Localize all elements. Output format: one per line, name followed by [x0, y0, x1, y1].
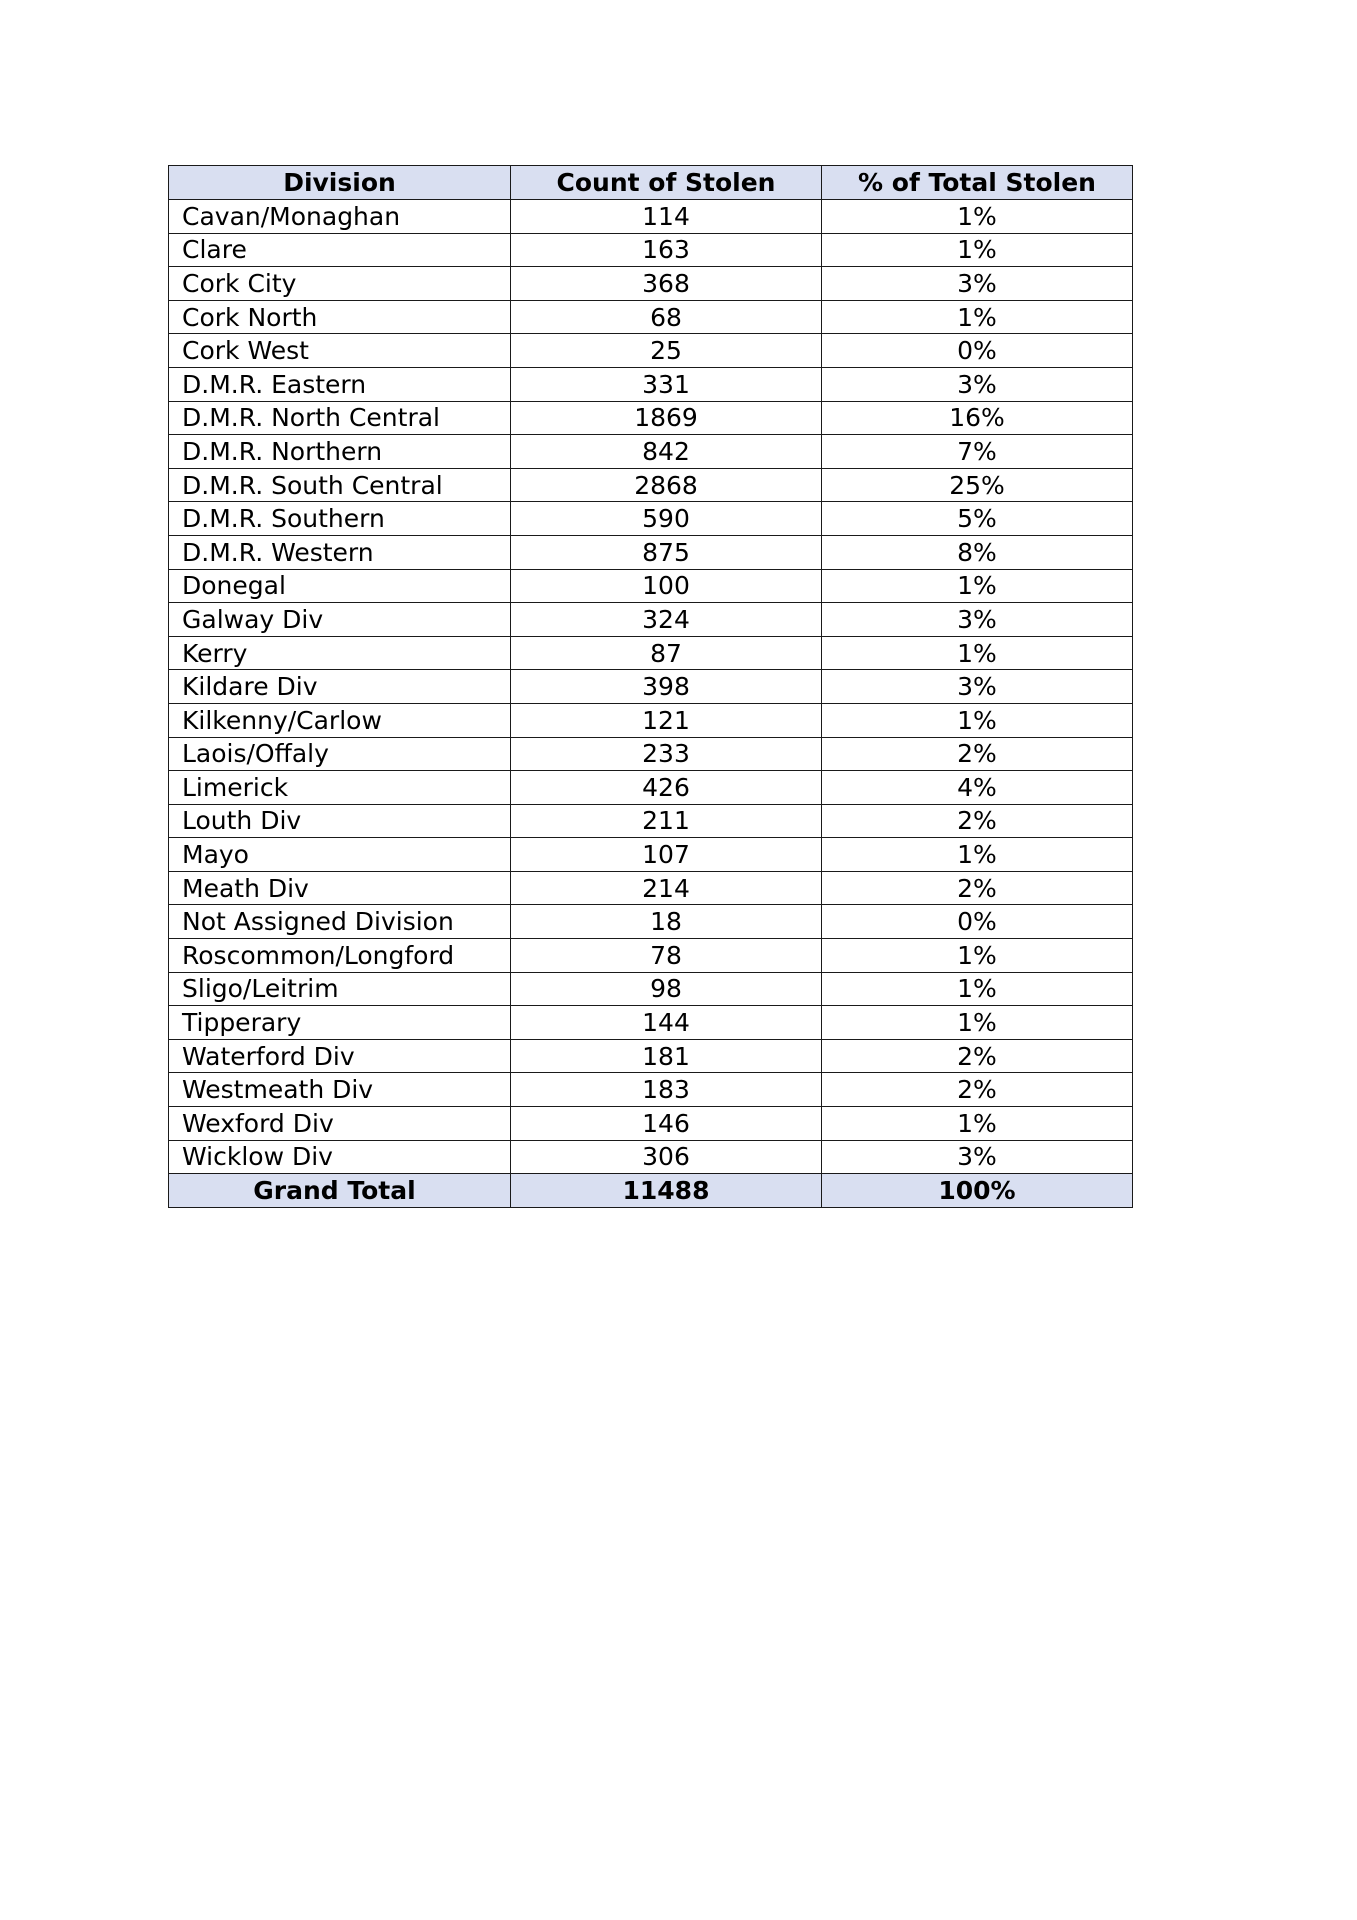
table-row — [169, 838, 1133, 872]
division-cell: Not Assigned Division — [169, 905, 511, 939]
table-row — [169, 1039, 1133, 1073]
count-cell: 181 — [511, 1039, 822, 1073]
percent-cell: 16% — [822, 401, 1133, 435]
count-cell: 875 — [511, 535, 822, 569]
division-cell: Wicklow Div — [169, 1140, 511, 1174]
division-cell: Roscommon/Longford — [169, 939, 511, 973]
division-cell: Louth Div — [169, 804, 511, 838]
percent-cell: 7% — [822, 435, 1133, 469]
percent-cell: 3% — [822, 267, 1133, 301]
count-cell: 842 — [511, 435, 822, 469]
table-row — [169, 535, 1133, 569]
table-row — [169, 603, 1133, 637]
percent-cell: 8% — [822, 535, 1133, 569]
table-row — [169, 1107, 1133, 1141]
percent-cell: 0% — [822, 905, 1133, 939]
percent-cell: 5% — [822, 502, 1133, 536]
percent-cell: 1% — [822, 636, 1133, 670]
table-row — [169, 468, 1133, 502]
count-cell: 114 — [511, 200, 822, 234]
table-row — [169, 401, 1133, 435]
table-row — [169, 771, 1133, 805]
table-row — [169, 200, 1133, 234]
table-row — [169, 300, 1133, 334]
division-cell: Donegal — [169, 569, 511, 603]
division-cell: D.M.R. Southern — [169, 502, 511, 536]
header-row — [169, 166, 1133, 200]
count-cell: 68 — [511, 300, 822, 334]
percent-cell: 3% — [822, 670, 1133, 704]
count-cell: 100 — [511, 569, 822, 603]
division-cell: Galway Div — [169, 603, 511, 637]
percent-cell: 1% — [822, 838, 1133, 872]
table-row — [169, 1006, 1133, 1040]
count-cell: 306 — [511, 1140, 822, 1174]
percent-cell: 1% — [822, 972, 1133, 1006]
count-cell: 18 — [511, 905, 822, 939]
count-cell: 214 — [511, 871, 822, 905]
division-cell: Cork City — [169, 267, 511, 301]
table-row — [169, 905, 1133, 939]
percent-cell: 1% — [822, 1107, 1133, 1141]
percent-cell: 1% — [822, 703, 1133, 737]
table-row — [169, 737, 1133, 771]
count-cell: 2868 — [511, 468, 822, 502]
percent-cell: 2% — [822, 804, 1133, 838]
count-cell: 144 — [511, 1006, 822, 1040]
count-cell: 78 — [511, 939, 822, 973]
table-header — [169, 166, 1133, 200]
count-cell: 121 — [511, 703, 822, 737]
count-cell: 398 — [511, 670, 822, 704]
division-cell: D.M.R. South Central — [169, 468, 511, 502]
table-footer — [169, 1174, 1133, 1208]
percent-cell: 1% — [822, 233, 1133, 267]
division-cell: Cavan/Monaghan — [169, 200, 511, 234]
percent-cell: 4% — [822, 771, 1133, 805]
count-cell: 107 — [511, 838, 822, 872]
table-row — [169, 1140, 1133, 1174]
grand-total-label: Grand Total — [169, 1174, 511, 1208]
table-row — [169, 233, 1133, 267]
percent-column-header: % of Total Stolen — [822, 166, 1133, 200]
table-row — [169, 367, 1133, 401]
division-cell: Limerick — [169, 771, 511, 805]
percent-cell: 1% — [822, 939, 1133, 973]
division-cell: Waterford Div — [169, 1039, 511, 1073]
percent-cell: 1% — [822, 569, 1133, 603]
table-row — [169, 435, 1133, 469]
table-row — [169, 670, 1133, 704]
table-row — [169, 804, 1133, 838]
percent-cell: 3% — [822, 367, 1133, 401]
table-row — [169, 1073, 1133, 1107]
division-cell: Kildare Div — [169, 670, 511, 704]
division-cell: Sligo/Leitrim — [169, 972, 511, 1006]
table-row — [169, 502, 1133, 536]
count-cell: 368 — [511, 267, 822, 301]
division-cell: Kerry — [169, 636, 511, 670]
percent-cell: 2% — [822, 871, 1133, 905]
count-cell: 183 — [511, 1073, 822, 1107]
division-cell: Meath Div — [169, 871, 511, 905]
percent-cell: 0% — [822, 334, 1133, 368]
division-cell: D.M.R. Western — [169, 535, 511, 569]
division-cell: Wexford Div — [169, 1107, 511, 1141]
grand-total-percent: 100% — [822, 1174, 1133, 1208]
count-cell: 1869 — [511, 401, 822, 435]
division-cell: Mayo — [169, 838, 511, 872]
division-cell: Westmeath Div — [169, 1073, 511, 1107]
stolen-by-division-table — [168, 165, 1133, 1208]
count-cell: 426 — [511, 771, 822, 805]
percent-cell: 2% — [822, 1073, 1133, 1107]
table-row — [169, 939, 1133, 973]
count-cell: 87 — [511, 636, 822, 670]
count-column-header: Count of Stolen — [511, 166, 822, 200]
percent-cell: 25% — [822, 468, 1133, 502]
table-row — [169, 569, 1133, 603]
table-row — [169, 334, 1133, 368]
division-cell: D.M.R. Northern — [169, 435, 511, 469]
division-cell: D.M.R. North Central — [169, 401, 511, 435]
division-cell: Cork North — [169, 300, 511, 334]
count-cell: 211 — [511, 804, 822, 838]
grand-total-row — [169, 1174, 1133, 1208]
division-cell: D.M.R. Eastern — [169, 367, 511, 401]
percent-cell: 2% — [822, 1039, 1133, 1073]
count-cell: 331 — [511, 367, 822, 401]
percent-cell: 1% — [822, 200, 1133, 234]
table-row — [169, 636, 1133, 670]
percent-cell: 1% — [822, 1006, 1133, 1040]
percent-cell: 2% — [822, 737, 1133, 771]
count-cell: 590 — [511, 502, 822, 536]
count-cell: 25 — [511, 334, 822, 368]
percent-cell: 3% — [822, 1140, 1133, 1174]
division-cell: Tipperary — [169, 1006, 511, 1040]
division-cell: Cork West — [169, 334, 511, 368]
table-row — [169, 871, 1133, 905]
table-row — [169, 972, 1133, 1006]
count-cell: 146 — [511, 1107, 822, 1141]
count-cell: 324 — [511, 603, 822, 637]
table-body — [169, 200, 1133, 1174]
division-cell: Laois/Offaly — [169, 737, 511, 771]
count-cell: 233 — [511, 737, 822, 771]
table-row — [169, 267, 1133, 301]
division-cell: Clare — [169, 233, 511, 267]
percent-cell: 3% — [822, 603, 1133, 637]
division-column-header: Division — [169, 166, 511, 200]
table-row — [169, 703, 1133, 737]
count-cell: 98 — [511, 972, 822, 1006]
count-cell: 163 — [511, 233, 822, 267]
division-cell: Kilkenny/Carlow — [169, 703, 511, 737]
grand-total-count: 11488 — [511, 1174, 822, 1208]
percent-cell: 1% — [822, 300, 1133, 334]
